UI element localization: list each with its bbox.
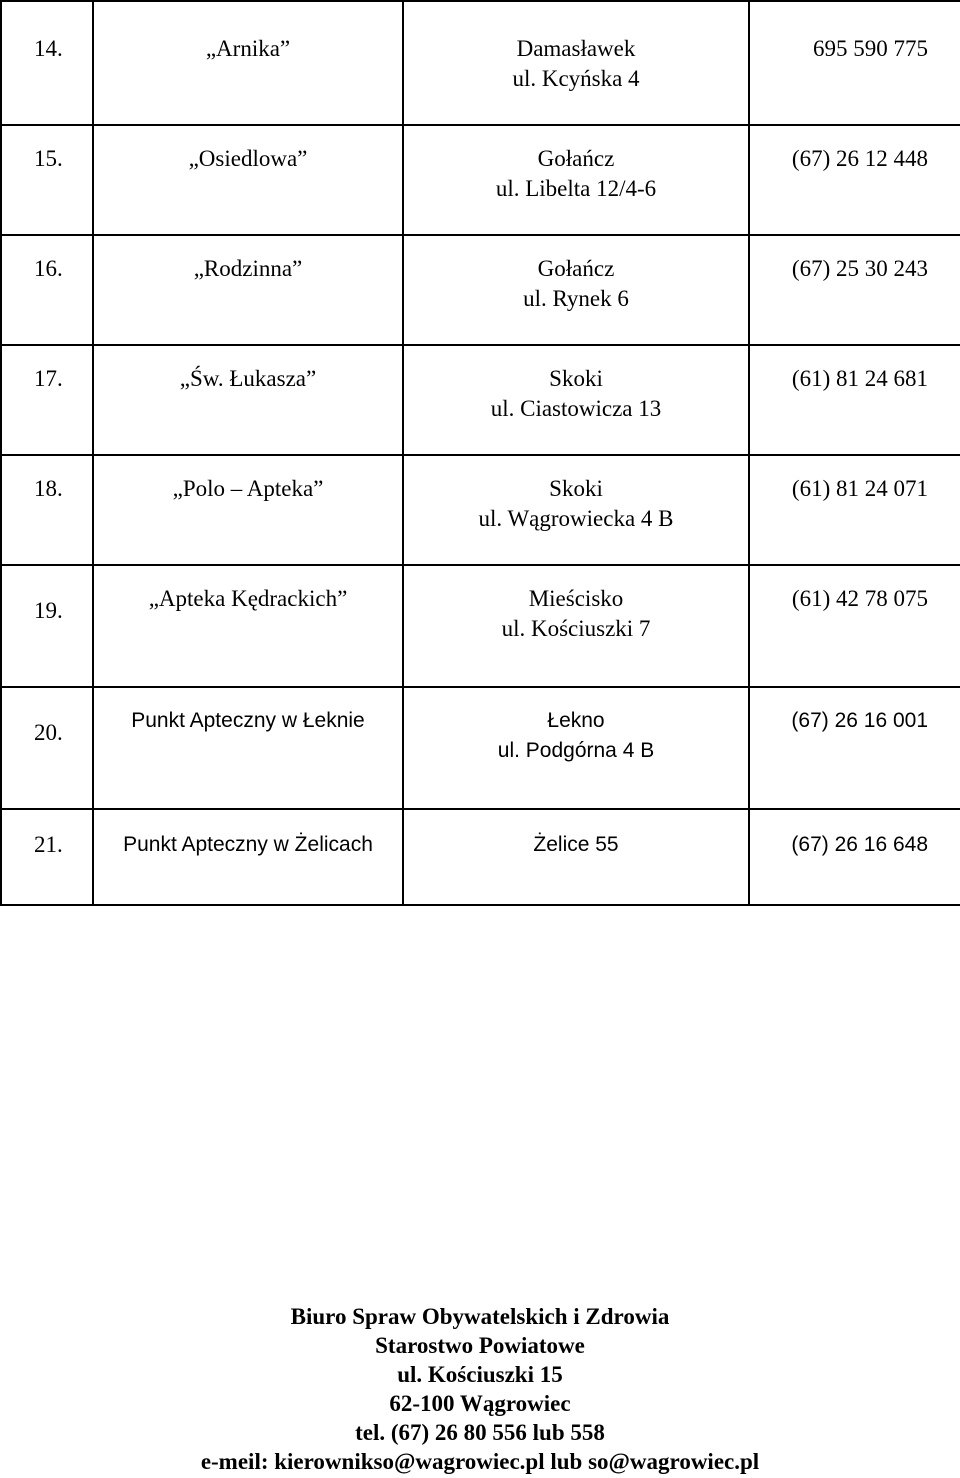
table-row [1, 565, 960, 687]
row-number: 19. [1, 565, 93, 687]
table-row [1, 809, 960, 905]
office-postal-city: 62-100 Wągrowiec [389, 1391, 571, 1416]
pharmacy-name: „Św. Łukasza” [93, 345, 403, 455]
pharmacy-name: „Osiedlowa” [93, 125, 403, 235]
address-town: Damasławek [516, 36, 636, 61]
row-number: 16. [1, 235, 93, 345]
pharmacy-phone: (67) 26 16 001 [749, 687, 960, 809]
address-street: ul. Wągrowiecka 4 B [478, 506, 674, 531]
address-town: Łekno [547, 709, 605, 732]
row-number: 15. [1, 125, 93, 235]
pharmacy-phone: (67) 26 12 448 [749, 125, 960, 235]
address-town: Skoki [549, 366, 603, 391]
pharmacy-address [403, 455, 749, 565]
pharmacy-name: Punkt Apteczny w Łeknie [93, 687, 403, 809]
pharmacy-phone: 695 590 775 [749, 1, 960, 125]
pharmacy-name: „Apteka Kędrackich” [93, 565, 403, 687]
office-email: e-meil: kierownikso@wagrowiec.pl lub so@wagrowiec.pl [200, 1449, 760, 1474]
table-row [1, 235, 960, 345]
row-number: 18. [1, 455, 93, 565]
address-town: Mieścisko [528, 586, 624, 611]
table-row [1, 1, 960, 125]
pharmacy-phone: (61) 81 24 681 [749, 345, 960, 455]
address-street: ul. Libelta 12/4-6 [495, 176, 657, 201]
row-number: 20. [1, 687, 93, 809]
table-row [1, 687, 960, 809]
pharmacy-address [403, 345, 749, 455]
address-town: Gołańcz [537, 146, 615, 171]
pharmacy-address [403, 809, 749, 905]
pharmacy-name: „Rodzinna” [93, 235, 403, 345]
table-row [1, 345, 960, 455]
row-number: 17. [1, 345, 93, 455]
office-phone: tel. (67) 26 80 556 lub 558 [355, 1420, 605, 1445]
pharmacy-name: „Polo – Apteka” [93, 455, 403, 565]
address-street: ul. Ciastowicza 13 [490, 396, 662, 421]
address-town: Gołańcz [537, 256, 615, 281]
address-street: ul. Podgórna 4 B [497, 739, 655, 762]
office-street: ul. Kościuszki 15 [397, 1362, 563, 1387]
address-street: ul. Rynek 6 [523, 286, 629, 311]
pharmacy-address [403, 565, 749, 687]
office-institution: Starostwo Powiatowe [375, 1333, 585, 1358]
pharmacy-phone: (61) 81 24 071 [749, 455, 960, 565]
pharmacy-address [403, 235, 749, 345]
address-street: ul. Kcyńska 4 [512, 66, 640, 91]
pharmacy-name: „Arnika” [93, 1, 403, 125]
address-town: Żelice 55 [533, 833, 619, 856]
table-row [1, 125, 960, 235]
address-street: ul. Kościuszki 7 [501, 616, 651, 641]
row-number: 21. [1, 809, 93, 905]
pharmacy-address [403, 125, 749, 235]
pharmacy-phone: (61) 42 78 075 [749, 565, 960, 687]
pharmacy-name: Punkt Apteczny w Żelicach [93, 809, 403, 905]
office-contact-footer [0, 1302, 960, 1476]
pharmacy-address [403, 1, 749, 125]
address-town: Skoki [549, 476, 603, 501]
pharmacy-phone: (67) 26 16 648 [749, 809, 960, 905]
row-number: 14. [1, 1, 93, 125]
pharmacy-address [403, 687, 749, 809]
table-row [1, 455, 960, 565]
office-name: Biuro Spraw Obywatelskich i Zdrowia [290, 1304, 670, 1329]
pharmacy-phone: (67) 25 30 243 [749, 235, 960, 345]
